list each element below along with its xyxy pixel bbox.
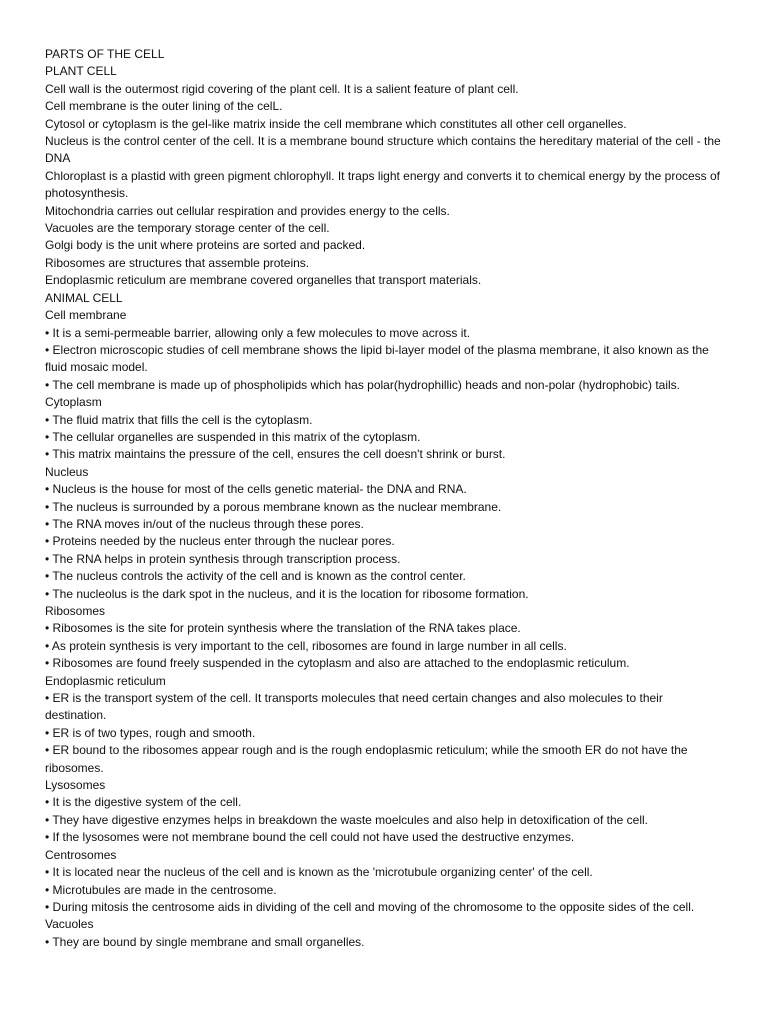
bullet-item: • The nucleus is surrounded by a porous membrane known as the nuclear membrane. (45, 499, 502, 514)
section-heading-lysosomes: Lysosomes (45, 778, 106, 793)
section-heading-ribosomes: Ribosomes (45, 604, 106, 618)
bullet-item: • Electron microscopic studies of cell membrane shows the lipid bi-layer model of the plasma membrane, it also known as the fluid mosaic model. (45, 342, 709, 375)
plant-cell-line: Golgi body is the unit where proteins are sorted and packed. (45, 238, 366, 253)
plant-cell-line: Cytosol or cytoplasm is the gel-like matrix inside the cell membrane which constitutes all other cell organelles. (45, 116, 627, 131)
bullet-item: • As protein synthesis is very important to the cell, ribosomes are found in large number in all cells. (45, 638, 567, 653)
bullet-item: • Proteins needed by the nucleus enter through the nuclear pores. (45, 534, 395, 549)
animal-cell-heading: ANIMAL CELL (45, 290, 123, 305)
section-heading-cytoplasm: Cytoplasm (45, 395, 102, 410)
bullet-item: • During mitosis the centrosome aids in dividing of the cell and moving of the chromosome to the opposite sides of the cell. (45, 899, 695, 914)
bullet-item: • ER is the transport system of the cell. It transports molecules that need certain changes and also molecules to their destination. (45, 691, 663, 723)
bullet-item: • ER bound to the ribosomes appear rough and is the rough endoplasmic reticulum; while the smooth ER do not have the ribosomes. (45, 743, 688, 775)
plant-cell-line: Mitochondria carries out cellular respiration and provides energy to the cells. (45, 203, 450, 218)
section-heading-nucleus: Nucleus (45, 464, 89, 479)
bullet-item: • Ribosomes are found freely suspended in the cytoplasm and also are attached to the endoplasmic reticulum. (45, 656, 630, 671)
section-heading-endoplasmic-reticulum: Endoplasmic reticulum (45, 673, 166, 688)
bullet-item: • Nucleus is the house for most of the cells genetic material- the DNA and RNA. (45, 482, 467, 497)
plant-cell-line: Vacuoles are the temporary storage center of the cell. (45, 221, 330, 236)
bullet-item: • Microtubules are made in the centrosome. (45, 882, 277, 897)
plant-cell-heading: PLANT CELL (45, 64, 117, 79)
section-heading-centrosomes: Centrosomes (45, 847, 117, 862)
bullet-item: • The RNA moves in/out of the nucleus through these pores. (45, 516, 364, 531)
plant-cell-line: Nucleus is the control center of the cell. It is a membrane bound structure which contains the hereditary material of the cell - the DNA (45, 134, 721, 166)
plant-cell-line: Ribosomes are structures that assemble proteins. (45, 255, 310, 270)
document-title: PARTS OF THE CELL (45, 47, 165, 61)
plant-cell-line: Cell wall is the outermost rigid covering of the plant cell. It is a salient feature of plant cell. (45, 81, 519, 96)
bullet-item: • This matrix maintains the pressure of the cell, ensures the cell doesn't shrink or burst. (45, 447, 506, 462)
section-heading-vacuoles: Vacuoles (45, 917, 94, 932)
section-heading-cell-membrane: Cell membrane (45, 308, 127, 323)
bullet-item: • The cell membrane is made up of phospholipids which has polar(hydrophillic) heads and non-polar (hydrophobic) tails. (45, 377, 680, 392)
bullet-item: • The nucleolus is the dark spot in the nucleus, and it is the location for ribosome formation. (45, 586, 529, 601)
bullet-item: • If the lysosomes were not membrane bound the cell could not have used the destructive enzymes. (45, 830, 575, 845)
bullet-item: • They are bound by single membrane and small organelles. (45, 934, 365, 949)
plant-cell-line: Cell membrane is the outer lining of the celL. (45, 99, 283, 114)
bullet-item: • It is the digestive system of the cell. (45, 795, 242, 810)
document-page (45, 46, 725, 951)
bullet-item: • It is a semi-permeable barrier, allowing only a few molecules to move across it. (45, 325, 471, 340)
plant-cell-line: Endoplasmic reticulum are membrane covered organelles that transport materials. (45, 273, 482, 288)
bullet-item: • ER is of two types, rough and smooth. (45, 725, 256, 740)
bullet-item: • The cellular organelles are suspended in this matrix of the cytoplasm. (45, 429, 421, 444)
bullet-item: • The fluid matrix that fills the cell is the cytoplasm. (45, 412, 313, 427)
bullet-item: • They have digestive enzymes helps in breakdown the waste moelcules and also help in detoxification of the cell. (45, 812, 648, 827)
bullet-item: • Ribosomes is the site for protein synthesis where the translation of the RNA takes place. (45, 621, 521, 636)
bullet-item: • It is located near the nucleus of the cell and is known as the 'microtubule organizing center' of the cell. (45, 865, 593, 880)
plant-cell-line: Chloroplast is a plastid with green pigment chlorophyll. It traps light energy and converts it to chemical energy by the process of photosynthesis. (45, 168, 721, 201)
bullet-item: • The RNA helps in protein synthesis through transcription process. (45, 551, 401, 566)
bullet-item: • The nucleus controls the activity of the cell and is known as the control center. (45, 569, 466, 584)
